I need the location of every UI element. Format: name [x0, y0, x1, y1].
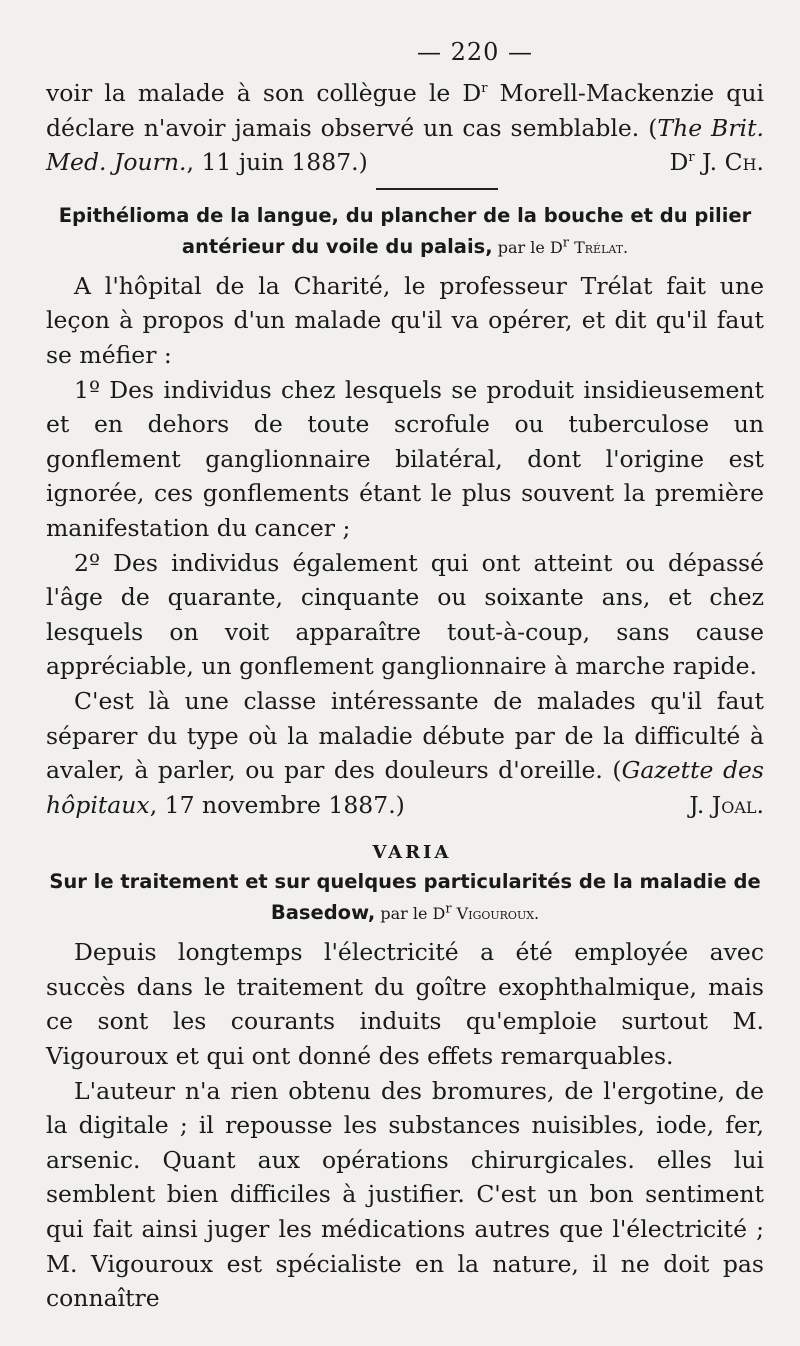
source-journal: The Brit. Med. Journ. — [46, 113, 764, 177]
continuation-text-2: Morell-Mackenzie qui déclare n'avoir jamais observé un cas semblable. ( — [46, 79, 765, 142]
signature-name: J. Ch. — [694, 148, 764, 177]
author-prefix: par le D — [492, 237, 563, 257]
paragraph — [46, 684, 764, 822]
signature-sup: r — [688, 150, 695, 166]
signature: J. Joal. — [689, 790, 764, 819]
paragraph: A l'hôpital de la Charité, le professeur Trélat fait une leçon à propos d'un malade qu'il va opérer, et dit qu'il faut se méfier : — [46, 271, 764, 369]
author-prefix: par le D — [375, 904, 446, 924]
paragraph: 1º Des individus chez lesquels se produit insidieusement et en dehors de toute scrofule ou tuberculose un gonflement ganglionnaire bilatéral, dont l'origine est ignorée, ces gonflements étant le plus souvent la première manifestation du cancer ; — [46, 375, 764, 542]
section-label-varia: VARIA — [372, 842, 452, 864]
article-author — [492, 235, 629, 257]
author-sup: r — [562, 235, 569, 251]
author-name: Vigouroux. — [451, 904, 540, 924]
article-title-basedow — [46, 866, 764, 929]
source-journal: Gazette des hôpitaux — [46, 756, 764, 819]
continuation-text: voir la malade à son collègue le D — [46, 79, 482, 107]
source-date: , 17 novembre 1887.) — [149, 790, 405, 819]
article-author — [375, 901, 540, 924]
author-name: Trélat. — [569, 237, 629, 257]
signature — [650, 145, 764, 180]
doctor-abbrev-sup: r — [481, 81, 488, 97]
paragraph-text: C'est là une classe intéressante de malades qu'il faut séparer du type où la maladie débute par de la difficulté à avaler, à parler, ou par des douleurs d'oreille. ( — [46, 686, 764, 785]
continuation-paragraph — [46, 76, 764, 180]
source-date: , 11 juin 1887.) — [186, 148, 368, 177]
section-divider — [376, 188, 498, 190]
article-title-text: Epithélioma de la langue, du plancher de la bouche et du pilier antérieur du voile du palais, — [58, 203, 752, 258]
article-title-text: Sur le traitement et sur quelques particularités de la maladie de Basedow, — [49, 870, 761, 925]
author-sup: r — [445, 901, 452, 917]
article-title-epithelioma — [46, 200, 764, 263]
paragraph: 2º Des individus également qui ont atteint ou dépassé l'âge de quarante, cinquante ou soixante ans, et chez lesquels on voit apparaître tout-à-coup, sans cause appréciable, un gonflement ganglionnaire à marche rapide. — [46, 548, 764, 681]
paragraph: L'auteur n'a rien obtenu des bromures, de l'ergotine, de la digitale ; il repousse les substances nuisibles, iode, fer, arsenic. Quant aux opérations chirurgicales. elles lui semblent bien difficiles à justifier. C'est un bon sentiment qui fait ainsi juger les médications autres que l'électricité ; M. Vigouroux est spécialiste en la nature, il ne doit pas connaître — [46, 1076, 764, 1313]
signature-prefix: D — [669, 148, 689, 177]
paragraph: Depuis longtemps l'électricité a été employée avec succès dans le traitement du goître exophthalmique, mais ce sont les courants induits qu'emploie surtout M. Vigouroux et qui ont donné des effets remarquables. — [46, 938, 764, 1071]
page-number: — 220 — — [416, 38, 534, 66]
